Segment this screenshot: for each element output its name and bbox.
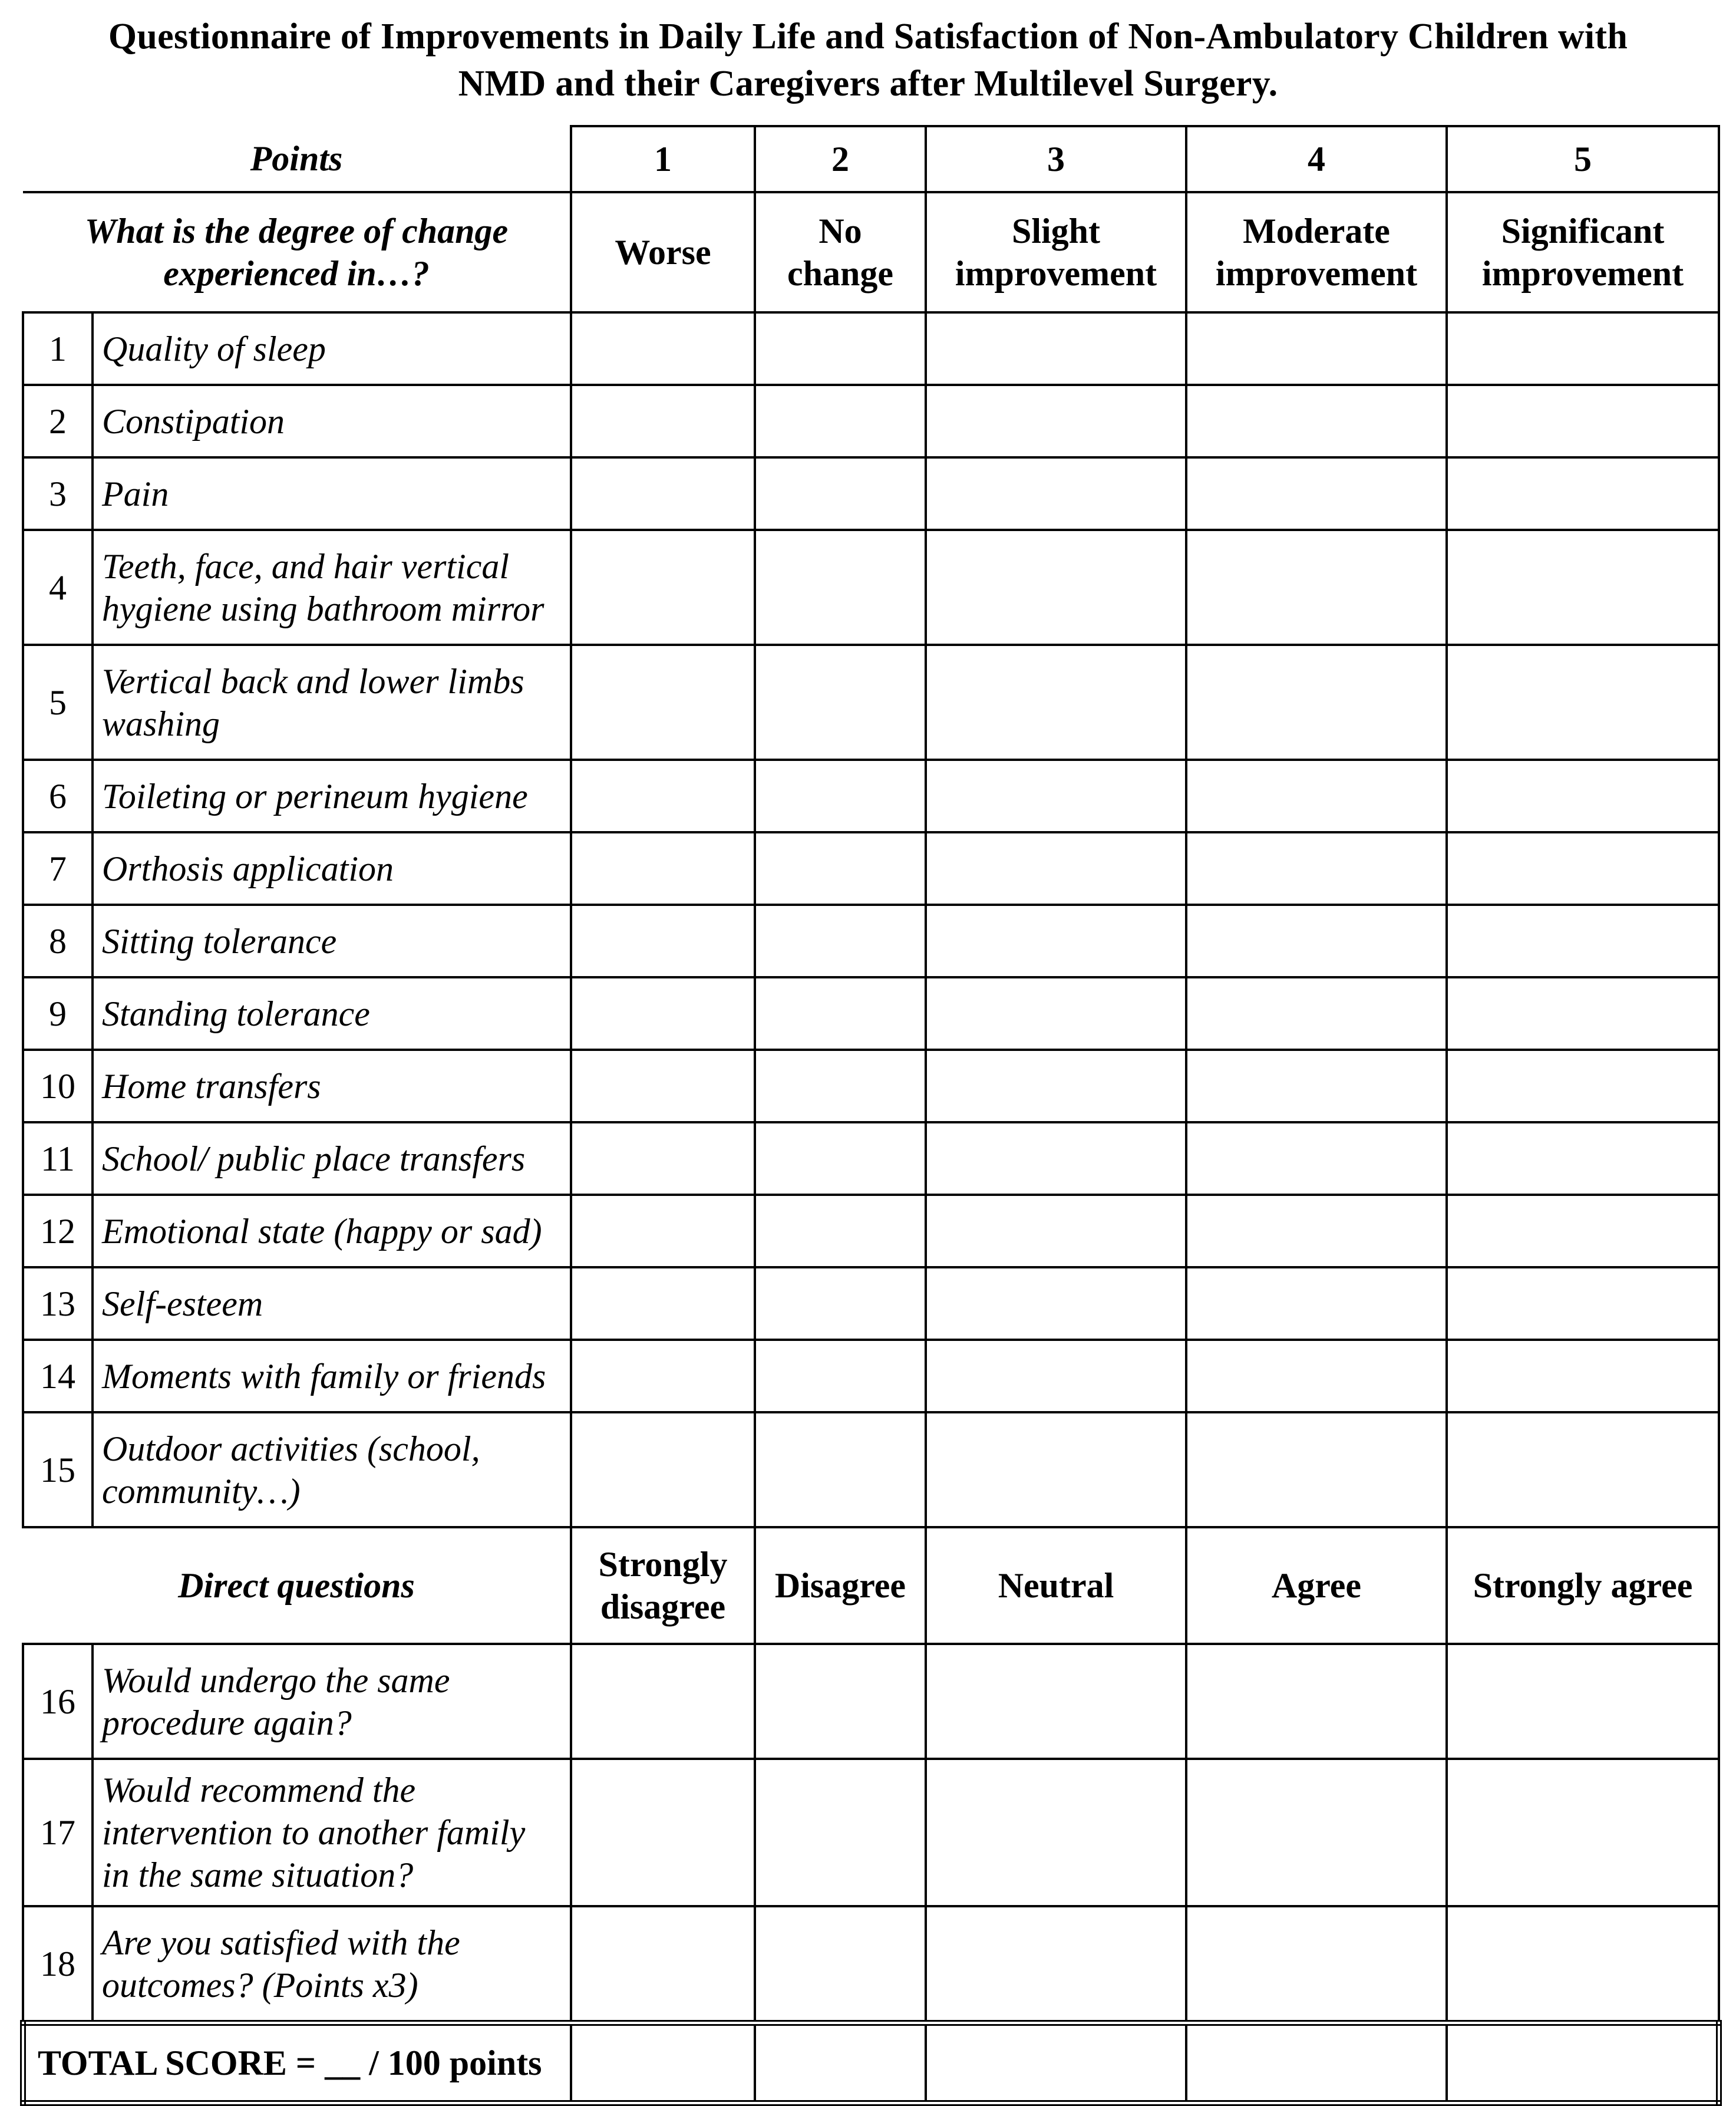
answer-cell-5[interactable] [1447, 977, 1719, 1050]
answer-cell-2[interactable] [755, 1122, 926, 1195]
answer-cell-2[interactable] [755, 832, 926, 905]
change-question-line-1: What is the degree of change [84, 212, 509, 251]
total-cell-3[interactable] [926, 2023, 1186, 2103]
answer-cell-1[interactable] [571, 1050, 755, 1122]
answer-cell-2[interactable] [755, 385, 926, 457]
answer-cell-1[interactable] [571, 1412, 755, 1527]
answer-cell-4[interactable] [1186, 1644, 1447, 1759]
item-number: 6 [23, 760, 93, 832]
answer-cell-3[interactable] [926, 385, 1186, 457]
title-line-1: Questionnaire of Improvements in Daily Life and Satisfaction of Non-Ambulatory Children with [108, 17, 1628, 57]
answer-cell-2[interactable] [755, 1195, 926, 1267]
answer-cell-3[interactable] [926, 1267, 1186, 1340]
item-text-line: Would recommend the [102, 1771, 416, 1810]
total-cell-5[interactable] [1447, 2023, 1719, 2103]
answer-cell-1[interactable] [571, 977, 755, 1050]
item-text-line: outcomes? (Points x3) [102, 1965, 418, 2005]
item-text [93, 530, 571, 645]
item-text-line: Teeth, face, and hair vertical [102, 546, 509, 586]
document-title [0, 13, 1736, 107]
item-text-line: Self-esteem [102, 1284, 263, 1323]
answer-cell-3[interactable] [926, 1195, 1186, 1267]
item-text-line: Sitting tolerance [102, 921, 337, 961]
answer-cell-2[interactable] [755, 1050, 926, 1122]
item-number: 1 [23, 312, 93, 385]
item-text [93, 645, 571, 760]
item-number: 8 [23, 905, 93, 977]
answer-cell-1[interactable] [571, 1340, 755, 1412]
answer-cell-2[interactable] [755, 1759, 926, 1906]
answer-cell-2[interactable] [755, 457, 926, 530]
item-number: 12 [23, 1195, 93, 1267]
scale-no-change [755, 192, 926, 312]
answer-cell-4[interactable] [1186, 312, 1447, 385]
item-text [93, 1906, 571, 2023]
answer-cell-5[interactable] [1447, 457, 1719, 530]
answer-cell-2[interactable] [755, 1267, 926, 1340]
answer-cell-1[interactable] [571, 1644, 755, 1759]
scale-label: Moderate [1243, 212, 1390, 251]
answer-cell-3[interactable] [926, 1906, 1186, 2023]
answer-cell-3[interactable] [926, 1759, 1186, 1906]
answer-cell-1[interactable] [571, 905, 755, 977]
answer-cell-4[interactable] [1186, 760, 1447, 832]
change-header-row [23, 192, 1719, 312]
answer-cell-3[interactable] [926, 530, 1186, 645]
item-text [93, 1759, 571, 1906]
answer-cell-3[interactable] [926, 1122, 1186, 1195]
answer-cell-3[interactable] [926, 832, 1186, 905]
total-score-row [23, 2023, 1719, 2103]
answer-cell-2[interactable] [755, 1412, 926, 1527]
answer-cell-5[interactable] [1447, 1050, 1719, 1122]
answer-cell-4[interactable] [1186, 905, 1447, 977]
scale-label: change [787, 254, 893, 293]
question-row [23, 760, 1719, 832]
item-number: 4 [23, 530, 93, 645]
answer-cell-5[interactable] [1447, 1267, 1719, 1340]
question-row [23, 905, 1719, 977]
answer-cell-1[interactable] [571, 312, 755, 385]
change-question-line-2: experienced in…? [163, 254, 430, 293]
answer-cell-1[interactable] [571, 1195, 755, 1267]
answer-cell-5[interactable] [1447, 1195, 1719, 1267]
question-row [23, 312, 1719, 385]
scale-worse [571, 192, 755, 312]
item-text-line: community…) [102, 1471, 301, 1511]
answer-cell-4[interactable] [1186, 1050, 1447, 1122]
answer-cell-3[interactable] [926, 905, 1186, 977]
item-number: 7 [23, 832, 93, 905]
item-text-line: procedure again? [102, 1703, 352, 1742]
item-text [93, 312, 571, 385]
answer-cell-1[interactable] [571, 1267, 755, 1340]
answer-cell-1[interactable] [571, 760, 755, 832]
item-text [93, 977, 571, 1050]
answer-cell-2[interactable] [755, 312, 926, 385]
total-cell-1[interactable] [571, 2023, 755, 2103]
answer-cell-4[interactable] [1186, 645, 1447, 760]
total-cell-4[interactable] [1186, 2023, 1447, 2103]
answer-cell-4[interactable] [1186, 1122, 1447, 1195]
scale-moderate-improvement [1186, 192, 1447, 312]
questionnaire-table [20, 125, 1722, 2106]
answer-cell-5[interactable] [1447, 1759, 1719, 1906]
item-text-line: intervention to another family [102, 1813, 526, 1852]
total-score-label: TOTAL SCORE = __ / 100 points [23, 2023, 571, 2103]
question-row [23, 1644, 1719, 1759]
scale-strongly-disagree [571, 1527, 755, 1644]
answer-cell-5[interactable] [1447, 1340, 1719, 1412]
direct-questions-label: Direct questions [23, 1527, 571, 1644]
item-text-line: Orthosis application [102, 849, 394, 888]
answer-cell-5[interactable] [1447, 312, 1719, 385]
answer-cell-4[interactable] [1186, 977, 1447, 1050]
item-text [93, 832, 571, 905]
item-number: 16 [23, 1644, 93, 1759]
answer-cell-4[interactable] [1186, 457, 1447, 530]
answer-cell-4[interactable] [1186, 832, 1447, 905]
answer-cell-2[interactable] [755, 1906, 926, 2023]
scale-significant-improvement [1447, 192, 1719, 312]
item-text-line: Emotional state (happy or sad) [102, 1211, 542, 1251]
points-value-3: 3 [926, 126, 1186, 192]
answer-cell-1[interactable] [571, 1906, 755, 2023]
answer-cell-4[interactable] [1186, 1412, 1447, 1527]
answer-cell-2[interactable] [755, 905, 926, 977]
item-text-line: Outdoor activities (school, [102, 1429, 480, 1468]
scale-label: improvement [955, 254, 1157, 293]
item-text-line: Constipation [102, 401, 285, 441]
question-row [23, 1412, 1719, 1527]
item-text-line: Would undergo the same [102, 1660, 450, 1700]
answer-cell-1[interactable] [571, 1122, 755, 1195]
answer-cell-3[interactable] [926, 1644, 1186, 1759]
direct-header-row [23, 1527, 1719, 1644]
scale-label: disagree [600, 1587, 726, 1626]
item-number: 9 [23, 977, 93, 1050]
item-text [93, 457, 571, 530]
answer-cell-4[interactable] [1186, 1340, 1447, 1412]
item-text-line: Quality of sleep [102, 329, 326, 368]
item-text [93, 1050, 571, 1122]
points-value-1: 1 [571, 126, 755, 192]
change-question-label [23, 192, 571, 312]
answer-cell-5[interactable] [1447, 1122, 1719, 1195]
answer-cell-4[interactable] [1186, 530, 1447, 645]
answer-cell-5[interactable] [1447, 832, 1719, 905]
answer-cell-5[interactable] [1447, 385, 1719, 457]
item-text-line: washing [102, 704, 220, 743]
scale-neutral: Neutral [926, 1527, 1186, 1644]
scale-disagree: Disagree [755, 1527, 926, 1644]
answer-cell-2[interactable] [755, 760, 926, 832]
answer-cell-5[interactable] [1447, 905, 1719, 977]
scale-strongly-agree: Strongly agree [1447, 1527, 1719, 1644]
points-value-4: 4 [1186, 126, 1447, 192]
item-number: 14 [23, 1340, 93, 1412]
answer-cell-2[interactable] [755, 1644, 926, 1759]
question-row [23, 1906, 1719, 2023]
answer-cell-4[interactable] [1186, 385, 1447, 457]
question-row [23, 1195, 1719, 1267]
answer-cell-1[interactable] [571, 1759, 755, 1906]
scale-label: improvement [1215, 254, 1418, 293]
scale-agree: Agree [1186, 1527, 1447, 1644]
answer-cell-5[interactable] [1447, 1644, 1719, 1759]
item-text-line: Home transfers [102, 1066, 321, 1106]
answer-cell-3[interactable] [926, 1050, 1186, 1122]
scale-label: Slight [1011, 212, 1101, 251]
total-cell-2[interactable] [755, 2023, 926, 2103]
answer-cell-5[interactable] [1447, 530, 1719, 645]
scale-label: Worse [615, 233, 711, 272]
question-row [23, 1050, 1719, 1122]
question-row [23, 1267, 1719, 1340]
answer-cell-1[interactable] [571, 385, 755, 457]
item-number: 13 [23, 1267, 93, 1340]
scale-slight-improvement [926, 192, 1186, 312]
item-number: 18 [23, 1906, 93, 2023]
item-text [93, 1267, 571, 1340]
answer-cell-1[interactable] [571, 530, 755, 645]
item-number: 2 [23, 385, 93, 457]
item-number: 15 [23, 1412, 93, 1527]
answer-cell-5[interactable] [1447, 645, 1719, 760]
question-row [23, 457, 1719, 530]
item-text [93, 760, 571, 832]
answer-cell-3[interactable] [926, 760, 1186, 832]
item-text [93, 905, 571, 977]
answer-cell-1[interactable] [571, 457, 755, 530]
item-text-line: in the same situation? [102, 1855, 414, 1894]
item-text [93, 385, 571, 457]
answer-cell-3[interactable] [926, 1412, 1186, 1527]
answer-cell-2[interactable] [755, 977, 926, 1050]
item-number: 10 [23, 1050, 93, 1122]
scale-label: improvement [1481, 254, 1684, 293]
item-number: 11 [23, 1122, 93, 1195]
item-text [93, 1412, 571, 1527]
scale-label: No [819, 212, 862, 251]
item-text-line: School/ public place transfers [102, 1139, 526, 1178]
answer-cell-1[interactable] [571, 832, 755, 905]
item-text-line: hygiene using bathroom mirror [102, 589, 544, 628]
item-number: 3 [23, 457, 93, 530]
answer-cell-5[interactable] [1447, 1412, 1719, 1527]
answer-cell-5[interactable] [1447, 760, 1719, 832]
item-text [93, 1195, 571, 1267]
answer-cell-3[interactable] [926, 977, 1186, 1050]
answer-cell-5[interactable] [1447, 1906, 1719, 2023]
answer-cell-3[interactable] [926, 312, 1186, 385]
title-line-2: NMD and their Caregivers after Multilevel Surgery. [458, 64, 1278, 104]
question-row [23, 1122, 1719, 1195]
points-header-row [23, 126, 1719, 192]
question-row [23, 645, 1719, 760]
scale-label: Significant [1501, 212, 1665, 251]
points-value-2: 2 [755, 126, 926, 192]
item-text-line: Standing tolerance [102, 994, 370, 1033]
answer-cell-1[interactable] [571, 645, 755, 760]
answer-cell-4[interactable] [1186, 1906, 1447, 2023]
scale-label: Strongly [598, 1545, 728, 1584]
answer-cell-4[interactable] [1186, 1759, 1447, 1906]
item-number: 5 [23, 645, 93, 760]
answer-cell-2[interactable] [755, 645, 926, 760]
item-text-line: Toileting or perineum hygiene [102, 776, 528, 816]
question-row [23, 385, 1719, 457]
answer-cell-2[interactable] [755, 530, 926, 645]
question-row [23, 530, 1719, 645]
question-row [23, 977, 1719, 1050]
item-text-line: Pain [102, 474, 169, 513]
answer-cell-3[interactable] [926, 457, 1186, 530]
item-text [93, 1122, 571, 1195]
answer-cell-3[interactable] [926, 645, 1186, 760]
item-text [93, 1644, 571, 1759]
item-text-line: Moments with family or friends [102, 1356, 546, 1396]
item-text [93, 1340, 571, 1412]
answer-cell-4[interactable] [1186, 1195, 1447, 1267]
points-value-5: 5 [1447, 126, 1719, 192]
item-text-line: Vertical back and lower limbs [102, 661, 524, 701]
item-number: 17 [23, 1759, 93, 1906]
question-row [23, 832, 1719, 905]
item-text-line: Are you satisfied with the [102, 1923, 460, 1962]
question-row [23, 1340, 1719, 1412]
answer-cell-2[interactable] [755, 1340, 926, 1412]
question-row [23, 1759, 1719, 1906]
points-label: Points [23, 126, 571, 192]
answer-cell-3[interactable] [926, 1340, 1186, 1412]
answer-cell-4[interactable] [1186, 1267, 1447, 1340]
